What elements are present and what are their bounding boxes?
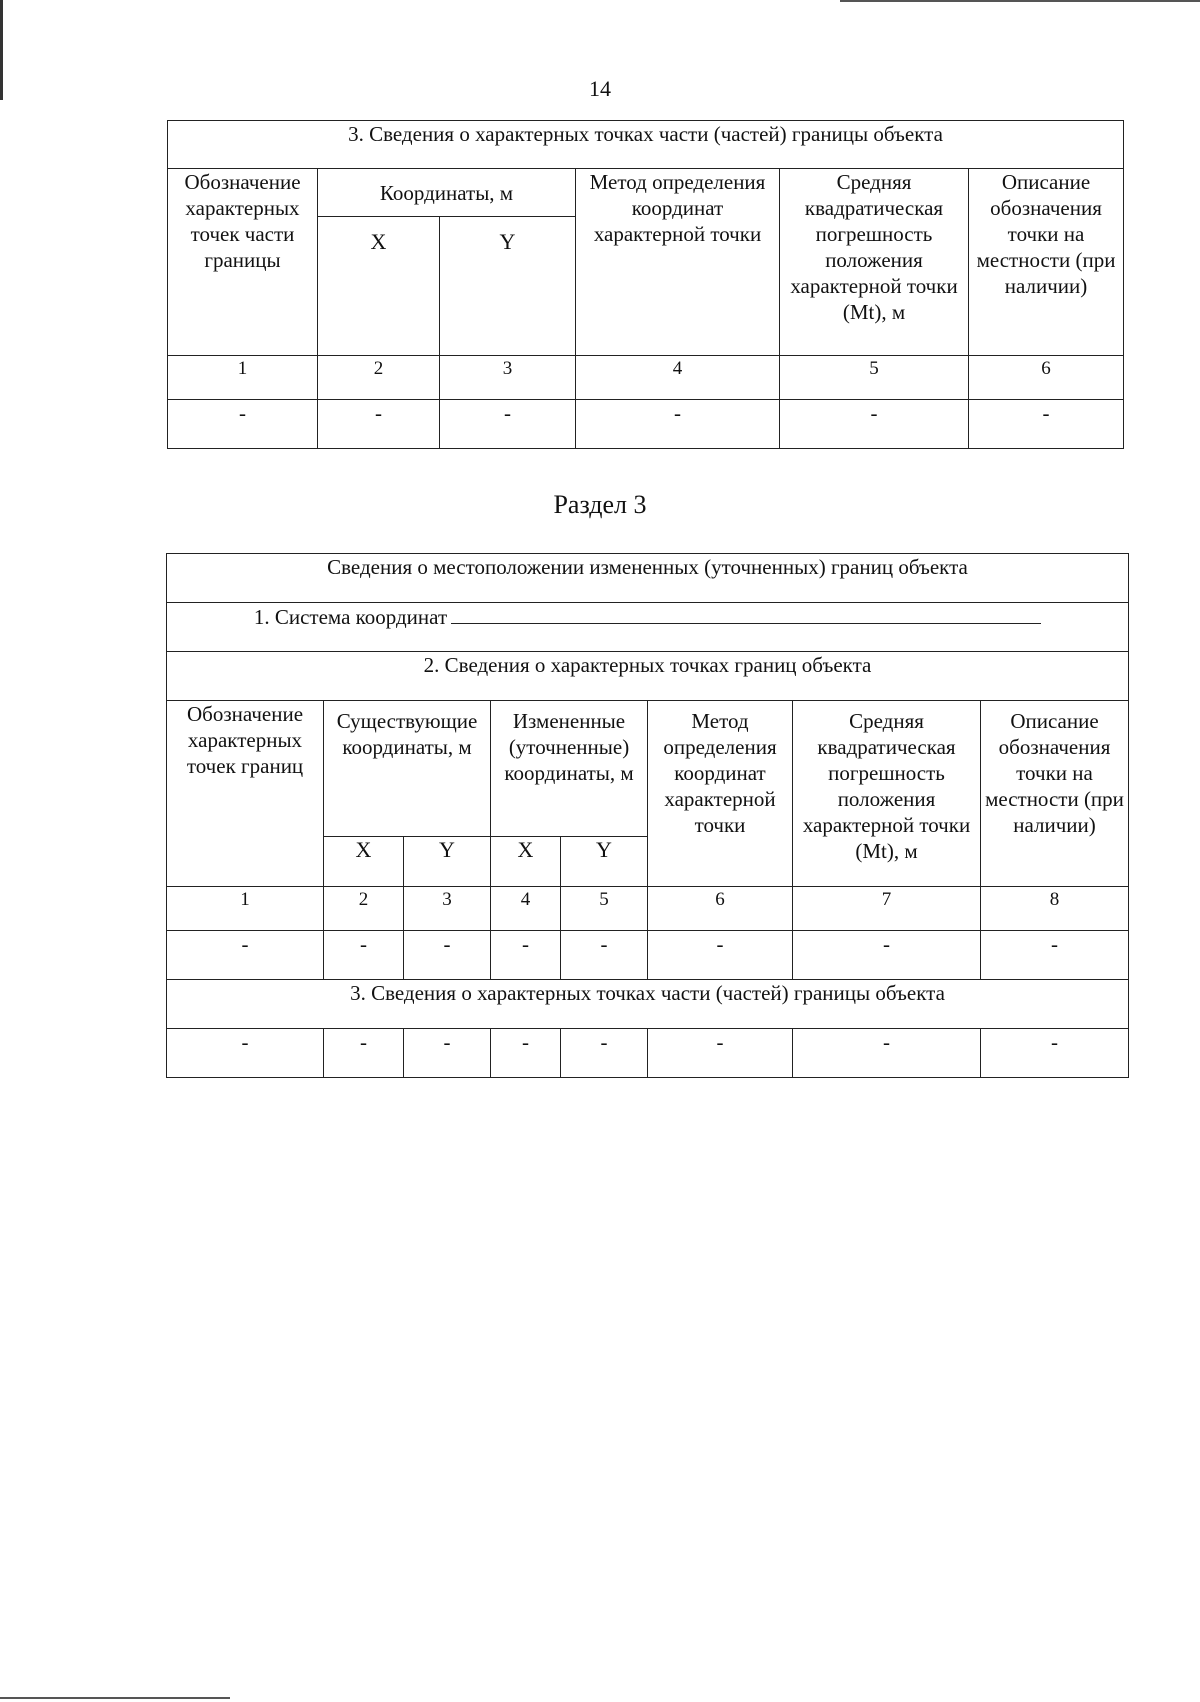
column-numbers-row [168, 356, 1124, 400]
table-cell: - [648, 1029, 793, 1078]
table-row [168, 400, 1124, 449]
table-title: 3. Сведения о характерных точках части (частей) границы объекта [168, 121, 1124, 169]
coordinate-system-label: 1. Система координат [253, 605, 448, 629]
column-number: 7 [793, 887, 981, 931]
table-cell: - [404, 1029, 491, 1078]
table-row [167, 1029, 1129, 1078]
column-number: 1 [167, 887, 324, 931]
column-number: 6 [648, 887, 793, 931]
table-cell: - [793, 931, 981, 980]
table-cell: - [981, 931, 1129, 980]
table-cell: - [404, 931, 491, 980]
column-number: 5 [780, 356, 969, 400]
table-cell: - [318, 400, 440, 449]
header-changed-coordinates: Измененные (уточненные) координаты, м [491, 701, 648, 837]
header-method: Метод определения координат характерной точки [648, 701, 793, 887]
table-cell: - [491, 931, 561, 980]
column-number: 6 [969, 356, 1124, 400]
table-row [167, 931, 1129, 980]
table-cell: - [793, 1029, 981, 1078]
header-designation: Обозначение характерных точек части границы [168, 169, 318, 356]
header-error: Средняя квадратическая погрешность положения характерной точки (Mt), м [793, 701, 981, 887]
column-number: 4 [491, 887, 561, 931]
header-x-changed: X [491, 837, 561, 887]
column-number: 8 [981, 887, 1129, 931]
table-cell: - [168, 400, 318, 449]
section-heading: Раздел 3 [553, 490, 647, 519]
table-cell: - [491, 1029, 561, 1078]
scan-edge-mark [0, 1697, 230, 1699]
changed-boundaries-table [166, 553, 1129, 1078]
table-cell: - [324, 931, 404, 980]
column-number: 5 [561, 887, 648, 931]
table-cell: - [981, 1029, 1129, 1078]
column-number: 3 [404, 887, 491, 931]
header-description: Описание обозначения точки на местности (при наличии) [969, 169, 1124, 356]
header-coordinates: Координаты, м [318, 169, 576, 217]
header-description: Описание обозначения точки на местности (при наличии) [981, 701, 1129, 887]
coordinate-system-blank [451, 603, 1041, 624]
parts-section-title: 3. Сведения о характерных точках части (частей) границы объекта [167, 980, 1129, 1029]
column-number: 4 [576, 356, 780, 400]
scan-edge-mark [840, 0, 1200, 2]
table-cell: - [780, 400, 969, 449]
table-cell: - [167, 931, 324, 980]
boundary-parts-points-table [167, 120, 1124, 449]
header-error: Средняя квадратическая погрешность положения характерной точки (Mt), м [780, 169, 969, 356]
header-y: Y [440, 217, 576, 356]
points-section-title: 2. Сведения о характерных точках границ объекта [167, 652, 1129, 701]
table-cell: - [561, 931, 648, 980]
column-numbers-row [167, 887, 1129, 931]
page-number: 14 [589, 76, 611, 101]
header-existing-coordinates: Существующие координаты, м [324, 701, 491, 837]
header-x-existing: X [324, 837, 404, 887]
column-number: 1 [168, 356, 318, 400]
table-cell: - [440, 400, 576, 449]
table-cell: - [561, 1029, 648, 1078]
table-title: Сведения о местоположении измененных (уточненных) границ объекта [167, 554, 1129, 603]
header-y-changed: Y [561, 837, 648, 887]
column-number: 2 [318, 356, 440, 400]
table-cell: - [648, 931, 793, 980]
table-cell: - [969, 400, 1124, 449]
header-method: Метод определения координат характерной точки [576, 169, 780, 356]
column-number: 3 [440, 356, 576, 400]
table-cell: - [324, 1029, 404, 1078]
header-y-existing: Y [404, 837, 491, 887]
header-designation: Обозначение характерных точек границ [167, 701, 324, 887]
header-x: X [318, 217, 440, 356]
column-number: 2 [324, 887, 404, 931]
coordinate-system-row [167, 603, 1129, 652]
table-cell: - [576, 400, 780, 449]
table-cell: - [167, 1029, 324, 1078]
